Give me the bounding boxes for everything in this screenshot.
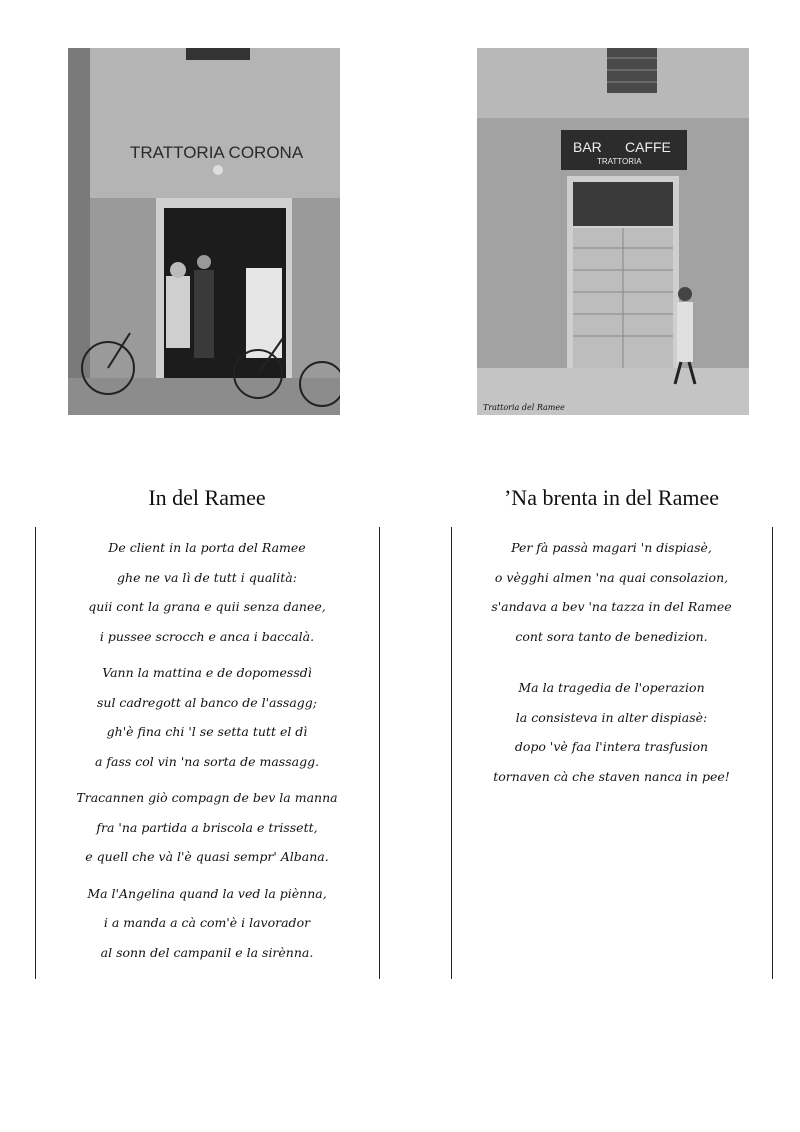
stanza	[456, 673, 767, 791]
poem-line: Per fà passà magari 'n dispiasè,	[511, 540, 712, 555]
poem-line: quii cont la grana e quii senza danee,	[88, 599, 326, 614]
poem-line: gh'è fina chi 'l se setta tutt el dì	[106, 724, 308, 739]
poem-line: e quell che và l'è quasi sempr' Albana.	[85, 849, 329, 864]
poem-line: fra 'na partida a briscola e trissett,	[96, 819, 318, 835]
poem-line: dopo 'vè faa l'intera trasfusion	[514, 739, 709, 754]
poem-line: al sonn del campanil e la sirènna.	[100, 944, 314, 960]
poem-line: i pussee scrocch e anca i baccalà.	[99, 628, 315, 644]
photo-bar-caffe-trattoria	[477, 48, 749, 415]
sign-caffe: CAFFE	[625, 139, 671, 155]
bar-caffe-illustration	[477, 48, 749, 415]
stanza	[456, 533, 767, 651]
poem-line: sul cadregott al banco de l'assagg;	[97, 694, 317, 710]
poem-line: ghe ne va lì de tutt i qualità:	[117, 569, 297, 585]
stanza	[40, 783, 374, 872]
frame-line-right-2	[772, 527, 773, 979]
poem-line: s'andava a bev 'na tazza in del Ramee	[491, 599, 732, 614]
poem-line: Ma la tragedia de l'operazion	[518, 680, 705, 695]
poem-line: o vègghi almen 'na quai consolazion,	[494, 569, 729, 585]
stanza	[40, 658, 374, 776]
sign-bar: BAR	[573, 139, 602, 155]
frame-line-right-1	[451, 527, 452, 979]
poem-line: Vann la mattina e de dopomessdì	[102, 665, 312, 680]
poem-line: a fass col vin 'na sorta de massagg.	[94, 753, 320, 769]
poem-title-left: In del Ramee	[148, 485, 266, 510]
frame-line-left-2	[379, 527, 380, 979]
poem-body-right	[456, 533, 767, 798]
poem-body-left	[40, 533, 374, 974]
photo-caption: Trattoria del Ramee	[483, 403, 565, 412]
sign-trattoria-corona: TRATTORIA CORONA	[130, 143, 304, 162]
poem-line: Tracannen giò compagn de bev la manna	[76, 790, 338, 805]
poem-line: la consisteva in alter dispiasè:	[515, 709, 708, 725]
poem-line: i a manda a cà com'è i lavorador	[103, 915, 311, 930]
poem-line: tornaven cà che staven nanca in pee!	[493, 768, 730, 784]
frame-line-left-1	[35, 527, 36, 979]
poem-line: Ma l'Angelina quand la ved la piènna,	[87, 885, 327, 901]
trattoria-corona-illustration	[68, 48, 340, 415]
poem-line: cont sora tanto de benedizion.	[515, 628, 708, 644]
photo-trattoria-corona	[68, 48, 340, 415]
poem-line: De client in la porta del Ramee	[108, 540, 306, 555]
stanza	[40, 533, 374, 651]
sign-trattoria: TRATTORIA	[597, 157, 642, 166]
stanza	[40, 879, 374, 968]
poem-title-right: ’Na brenta in del Ramee	[503, 485, 719, 510]
